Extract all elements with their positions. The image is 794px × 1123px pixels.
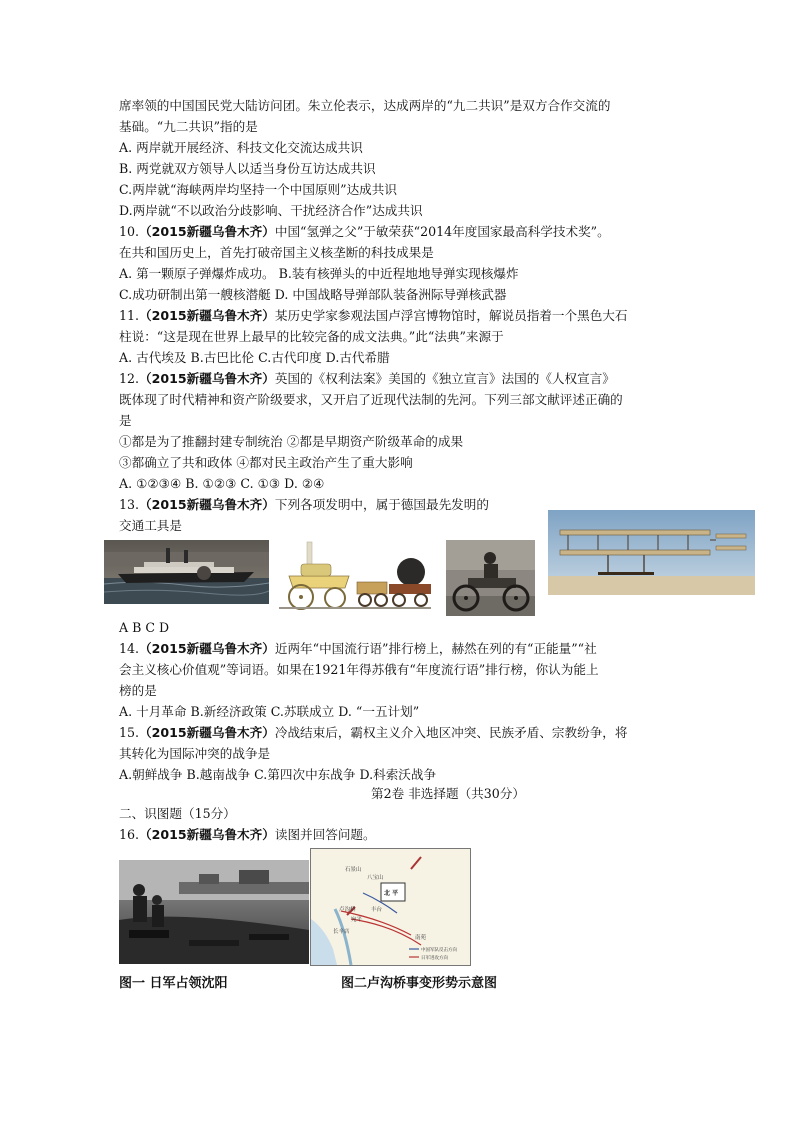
map-label-lugouqiao: 卢沟桥 [339, 907, 356, 913]
q11-stem-line2: 柱说：“这是现在世界上最早的比较完备的成文法典。”此“法典”来源于 [119, 329, 504, 344]
q16-stem-text: 读图并回答问题。 [274, 827, 376, 842]
q9-option-d: D.两岸就“不以政治分歧影响、干扰经济合作”达成共识 [119, 203, 423, 218]
map-legend-japanese-attack: 日军进攻方向 [421, 956, 448, 961]
q11-stem-line1 [119, 308, 627, 324]
q11-source-tag: （2015新疆乌鲁木齐） [139, 308, 275, 323]
q9-option-c: C.两岸就“海峡两岸均坚持一个中国原则”达成共识 [119, 182, 397, 197]
map-label-wanping: 宛平 [351, 917, 363, 923]
q12-stem-line1 [119, 371, 615, 387]
q9-option-a: A. 两岸就开展经济、科技文化交流达成共识 [119, 140, 363, 155]
q14-stem-text: 近两年“中国流行语”排行榜上，赫然在列的有“正能量”“社 [274, 641, 597, 656]
lugouqiao-incident-map [310, 848, 471, 966]
q14-number: 14. [119, 641, 140, 656]
q13-stem-line2: 交通工具是 [119, 518, 182, 533]
automobile-image [446, 540, 535, 616]
q14-stem-line3: 榜的是 [119, 683, 157, 698]
q13-stem-text: 下列各项发明中，属于德国最先发明的 [274, 497, 489, 512]
q15-stem-text: 冷战结束后，霸权主义介入地区冲突、民族矛盾、宗教纷争，将 [274, 725, 628, 740]
map-label-shijingshan: 石景山 [345, 867, 362, 873]
q14-stem-line1 [119, 641, 597, 657]
steamship-image [104, 540, 269, 604]
q15-stem-line2: 其转化为国际冲突的战争是 [119, 746, 271, 761]
q12-options: A. ①②③④ B. ①②③ C. ①③ D. ②④ [119, 476, 325, 491]
q14-source-tag: （2015新疆乌鲁木齐） [139, 641, 275, 656]
section-2-heading: 二、识图题（15分） [119, 806, 236, 821]
q10-stem-line1 [119, 224, 610, 240]
q9-option-b: B. 两党就双方领导人以适当身份互访达成共识 [119, 161, 376, 176]
q11-options: A. 古代埃及 B.古巴比伦 C.古代印度 D.古代希腊 [119, 350, 390, 365]
q14-stem-line2: 会主义核心价值观”等词语。如果在1921年得苏俄有“年度流行语”排行榜，你认为能上 [119, 662, 599, 677]
q10-source-tag: （2015新疆乌鲁木齐） [139, 224, 275, 239]
volume-2-heading: 第2卷 非选择题（共30分） [371, 786, 525, 801]
q16-number: 16. [119, 827, 140, 842]
q14-options: A. 十月革命 B.新经济政策 C.苏联成立 D. “一五计划” [119, 704, 420, 719]
q12-stem-text: 英国的《权利法案》美国的《独立宣言》法国的《人权宣言》 [274, 371, 615, 386]
map-label-nanyuan: 南苑 [415, 935, 427, 941]
q15-stem-line1 [119, 725, 627, 741]
q12-stem-line3: 是 [119, 413, 132, 428]
map-label-fengtai: 丰台 [371, 907, 383, 913]
map-legend-chinese-counterattack: 中国军队反击方向 [421, 948, 457, 953]
q10-options-ab: A. 第一颗原子弹爆炸成功。 B.装有核弹头的中近程地地导弹实现核爆炸 [119, 266, 519, 281]
figure-1-caption: 图一 日军占领沈阳 [119, 976, 228, 991]
q13-source-tag: （2015新疆乌鲁木齐） [139, 497, 275, 512]
q13-number: 13. [119, 497, 140, 512]
q15-number: 15. [119, 725, 140, 740]
q12-source-tag: （2015新疆乌鲁木齐） [139, 371, 275, 386]
q11-number: 11. [119, 308, 140, 323]
q16-stem [119, 827, 376, 843]
q11-stem-text: 某历史学家参观法国卢浮宫博物馆时，解说员指着一个黑色大石 [274, 308, 628, 323]
q15-options: A.朝鲜战争 B.越南战争 C.第四次中东战争 D.科索沃战争 [119, 767, 437, 782]
map-label-changxindian: 长辛店 [333, 929, 350, 935]
q10-number: 10. [119, 224, 140, 239]
q13-image-labels: A B C D [119, 620, 170, 635]
q10-stem-line2: 在共和国历史上，首先打破帝国主义核垄断的科技成果是 [119, 245, 434, 260]
map-label-beiping: 北 平 [384, 890, 399, 897]
q9-stem-line2: 基础。“九二共识”指的是 [119, 119, 258, 134]
q12-statements-1-2: ①都是为了推翻封建专制统治 ②都是早期资产阶级革命的成果 [119, 434, 464, 449]
q9-stem-line1: 席率领的中国国民党大陆访问团。朱立伦表示，达成两岸的“九二共识”是双方合作交流的 [119, 98, 611, 113]
q16-source-tag: （2015新疆乌鲁木齐） [139, 827, 275, 842]
airplane-image [548, 510, 755, 595]
q12-number: 12. [119, 371, 140, 386]
q12-statements-3-4: ③都确立了共和政体 ④都对民主政治产生了重大影响 [119, 455, 413, 470]
q13-stem-line1 [119, 497, 489, 513]
figure-2-caption: 图二卢沟桥事变形势示意图 [341, 976, 498, 991]
q12-stem-line2: 既体现了时代精神和资产阶级要求，又开启了近现代法制的先河。下列三部文献评述正确的 [119, 392, 623, 407]
q10-options-cd: C.成功研制出第一艘核潜艇 D. 中国战略导弹部队装备洲际导弹核武器 [119, 287, 507, 302]
shenyang-occupation-photo [119, 860, 309, 964]
locomotive-image [279, 540, 431, 614]
q15-source-tag: （2015新疆乌鲁木齐） [139, 725, 275, 740]
map-label-babaoshan: 八宝山 [367, 875, 384, 881]
q10-stem-text: 中国“氢弹之父”于敏荣获“2014年度国家最高科学技术奖”。 [274, 224, 610, 239]
